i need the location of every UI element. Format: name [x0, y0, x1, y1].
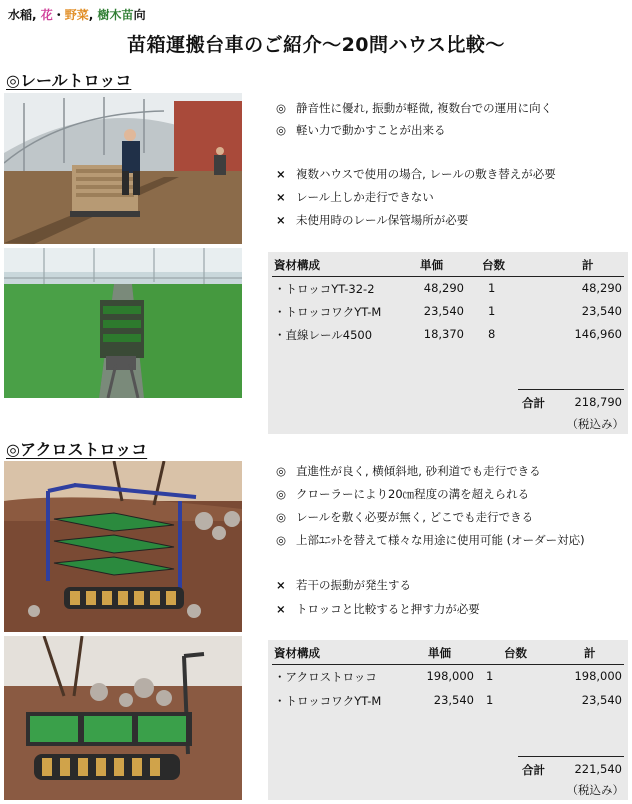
- con-item: [276, 185, 556, 208]
- qty: 1: [486, 693, 494, 707]
- col-header-total: 計: [584, 646, 596, 660]
- cost-table-rail: [268, 252, 628, 434]
- pros-list: [276, 459, 585, 551]
- pro-item: [276, 528, 585, 551]
- total-divider: [518, 389, 624, 390]
- con-item: [276, 597, 480, 621]
- pro-text: 静音性に優れ, 振動が軽微, 複数台での運用に向く: [296, 101, 553, 115]
- pros-list: [276, 97, 552, 141]
- unit-price: 23,540: [423, 304, 464, 318]
- item-name: ・トロッコYT-32-2: [274, 282, 375, 296]
- con-text: 複数ハウスで使用の場合, レールの敷き替えが必要: [296, 166, 556, 181]
- double-circle-icon: ◎: [276, 532, 287, 547]
- line-total: 198,000: [574, 669, 622, 683]
- crop-tagline: [8, 6, 146, 23]
- item-name: ・直線レール4500: [274, 328, 373, 342]
- qty: 1: [486, 669, 494, 683]
- double-circle-icon: ◎: [276, 101, 287, 115]
- item-name: ・アクロストロッコ: [274, 670, 377, 684]
- qty: 1: [488, 281, 496, 295]
- qty: 1: [488, 304, 496, 318]
- line-total: 48,290: [581, 281, 622, 295]
- col-header-unit-price: 単価: [420, 258, 443, 272]
- unit-price: 198,000: [426, 669, 474, 683]
- unit-price: 18,370: [423, 327, 464, 341]
- total-label: 合計: [522, 763, 545, 777]
- con-item: [276, 208, 556, 231]
- con-item: [276, 162, 556, 185]
- col-header-total: 計: [582, 258, 594, 272]
- header-divider: [272, 276, 624, 277]
- section-title-across-trolley: ◎アクロストロッコ: [6, 440, 148, 459]
- item-name: ・トロッコワクYT-M: [274, 694, 382, 708]
- pro-text: 軽い力で動かすことが出来る: [296, 123, 446, 137]
- photo-across-trolley-trays: [4, 636, 242, 800]
- cross-icon: ×: [276, 166, 286, 181]
- cons-list: [276, 573, 480, 621]
- tagline-part: ・: [52, 8, 65, 22]
- cost-table-across: [268, 640, 628, 800]
- grand-total: 218,790: [574, 395, 622, 409]
- photo-rail-trolley-field: [4, 248, 242, 398]
- tax-note: （税込み）: [566, 783, 624, 797]
- cross-icon: ×: [276, 212, 286, 227]
- photo-rail-trolley-push: [4, 93, 242, 244]
- page-title: 苗箱運搬台車のご紹介～20問ハウス比較～: [127, 34, 505, 56]
- con-text: 若干の振動が発生する: [296, 578, 411, 592]
- line-total: 23,540: [581, 693, 622, 707]
- cons-list: [276, 162, 556, 231]
- pro-text: クローラーにより20㎝程度の溝を超えられる: [296, 486, 530, 501]
- pro-text: 直進性が良く, 横傾斜地, 砂利道でも走行できる: [296, 463, 541, 478]
- tagline-part: 花: [40, 8, 53, 22]
- unit-price: 48,290: [423, 281, 464, 295]
- col-header-material: 資材構成: [274, 646, 320, 660]
- double-circle-icon: ◎: [276, 123, 287, 137]
- double-circle-icon: ◎: [276, 463, 287, 478]
- line-total: 146,960: [574, 327, 622, 341]
- con-text: トロッコと比較すると押す力が必要: [296, 602, 480, 616]
- tax-note: （税込み）: [566, 417, 624, 431]
- cross-icon: ×: [276, 602, 286, 616]
- tagline-part: ,: [88, 8, 98, 22]
- col-header-unit-price: 単価: [428, 646, 451, 660]
- tagline-part: 向: [133, 8, 146, 22]
- cross-icon: ×: [276, 578, 286, 592]
- pro-item: [276, 505, 585, 528]
- double-circle-icon: ◎: [276, 509, 287, 524]
- total-divider: [518, 756, 624, 757]
- con-item: [276, 573, 480, 597]
- tagline-part: 野菜: [64, 8, 89, 22]
- pro-item: [276, 459, 585, 482]
- con-text: 未使用時のレール保管場所が必要: [296, 212, 469, 227]
- col-header-qty: 台数: [504, 646, 527, 660]
- unit-price: 23,540: [433, 693, 474, 707]
- section-title-rail-trolley: ◎レールトロッコ: [6, 71, 132, 90]
- qty: 8: [488, 327, 496, 341]
- tagline-part: 樹木苗: [97, 8, 134, 22]
- col-header-material: 資材構成: [274, 258, 320, 272]
- photo-across-trolley-frame: [4, 461, 242, 632]
- tagline-part: 水稲,: [8, 8, 41, 22]
- pro-item: [276, 97, 552, 119]
- pro-item: [276, 482, 585, 505]
- cross-icon: ×: [276, 189, 286, 204]
- pro-text: 上部ﾕﾆｯﾄを替えて様々な用途に使用可能 (オーダー対応): [296, 532, 585, 547]
- pro-text: レールを敷く必要が無く, どこでも走行できる: [296, 509, 534, 524]
- total-label: 合計: [522, 396, 545, 410]
- con-text: レール上しか走行できない: [296, 189, 434, 204]
- pro-item: [276, 119, 552, 141]
- line-total: 23,540: [581, 304, 622, 318]
- header-divider: [272, 664, 624, 665]
- col-header-qty: 台数: [482, 258, 505, 272]
- double-circle-icon: ◎: [276, 486, 287, 501]
- item-name: ・トロッコワクYT-M: [274, 305, 382, 319]
- grand-total: 221,540: [574, 762, 622, 776]
